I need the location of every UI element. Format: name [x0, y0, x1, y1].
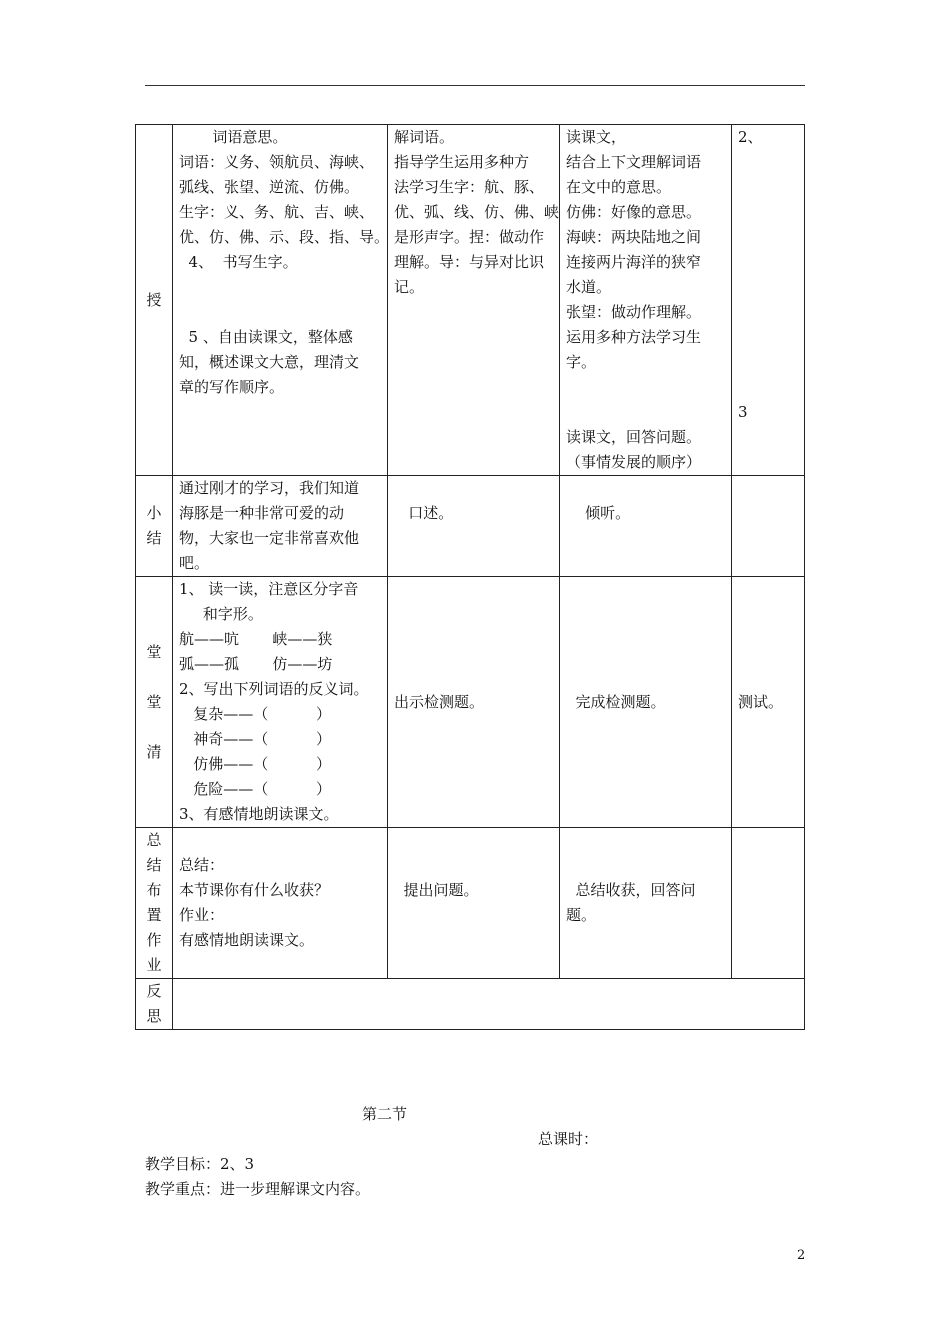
teacher-activity-cell — [388, 476, 560, 577]
text-line — [738, 250, 798, 275]
row-teach — [136, 125, 805, 476]
text-line: 章的写作顺序。 — [179, 378, 285, 396]
text-line: 连接两片海洋的狭窄 — [566, 253, 702, 271]
text-line: 知，概述课文大意，理清文 — [179, 353, 360, 371]
text-line — [179, 828, 381, 853]
row-label — [136, 125, 173, 476]
row-summary — [136, 476, 805, 577]
text-line: 2、 — [738, 128, 763, 146]
text-line: 优、弧、线、仿、佛、峡 — [394, 203, 560, 221]
teacher-activity-cell — [388, 828, 560, 979]
text-line: 法学习生字：航、豚、 — [394, 178, 545, 196]
lesson-plan-table — [135, 124, 805, 1030]
text-line: 理解。导：与异对比识 — [394, 253, 545, 271]
text-line — [566, 375, 725, 400]
text-line: 提出问题。 — [394, 881, 479, 899]
text-line — [566, 476, 725, 501]
label-char: 反 — [146, 982, 162, 1000]
teacher-content-cell — [173, 476, 388, 577]
text-line: 倾听。 — [566, 504, 631, 522]
text-line: 海峡：两块陆地之间 — [566, 228, 702, 246]
text-line: 总结收获，回答问 — [566, 881, 696, 899]
time-cell — [732, 476, 805, 577]
text-line: 生字：义、务、航、吉、峡、 — [179, 203, 375, 221]
text-line: 3、有感情地朗读课文。 — [179, 805, 339, 823]
text-line: 有感情地朗读课文。 — [179, 931, 315, 949]
text-line — [738, 275, 798, 300]
teacher-content-cell — [173, 577, 388, 828]
text-line: 运用多种方法学习生 — [566, 328, 702, 346]
text-line: 词语意思。 — [179, 128, 288, 146]
text-line: 和字形。 — [179, 605, 263, 623]
text-line — [738, 350, 798, 375]
text-line — [394, 476, 553, 501]
text-line — [738, 300, 798, 325]
text-line: 结合上下文理解词语 — [566, 153, 702, 171]
label-char: 结 — [146, 529, 162, 547]
text-line — [566, 853, 725, 878]
text-line: 5 、自由读课文，整体感 — [179, 328, 353, 346]
section-title: 第二节 — [362, 1105, 408, 1123]
label-char: 布 — [146, 881, 162, 899]
text-line — [738, 476, 798, 501]
text-line: 弧——孤 仿——坊 — [179, 655, 333, 673]
text-line: 指导学生运用多种方 — [394, 153, 530, 171]
text-line: 4、 书写生字。 — [179, 253, 298, 271]
label-char: 小 — [146, 504, 162, 522]
text-line: 物，大家也一定非常喜欢他 — [179, 529, 360, 547]
label-char: 堂 — [146, 692, 162, 711]
row-label — [136, 828, 173, 979]
text-line: 题。 — [566, 906, 597, 924]
text-line: 读课文， — [566, 128, 627, 146]
text-line: 记。 — [394, 278, 425, 296]
text-line: 张望：做动作理解。 — [566, 303, 702, 321]
label-char: 思 — [146, 1007, 162, 1025]
row-label — [136, 476, 173, 577]
label-char: 作 — [146, 931, 162, 949]
text-line: 海豚是一种非常可爱的动 — [179, 504, 345, 522]
total-hours: 总课时： — [538, 1130, 599, 1148]
header-rule — [145, 85, 805, 86]
row-label — [136, 979, 173, 1030]
text-line: 字。 — [566, 353, 597, 371]
text-line — [738, 828, 798, 853]
row-class-quiz — [136, 577, 805, 828]
text-line: 2、写出下列词语的反义词。 — [179, 680, 369, 698]
text-line: 词语：义务、领航员、海峡、 — [179, 153, 375, 171]
label-char: 授 — [146, 290, 162, 309]
text-line: 神奇——（ ） — [179, 730, 331, 748]
text-line: 读课文，回答问题。 — [566, 428, 702, 446]
text-line — [738, 325, 798, 350]
teacher-content-cell — [173, 125, 388, 476]
text-line — [394, 853, 553, 878]
text-line: 口述。 — [394, 504, 454, 522]
teacher-content-cell — [173, 828, 388, 979]
label-char: 清 — [146, 742, 162, 761]
teaching-key-point: 教学重点：进一步理解课文内容。 — [145, 1180, 371, 1198]
text-line: 复杂——（ ） — [179, 705, 331, 723]
text-line: 是形声字。捏：做动作 — [394, 228, 545, 246]
student-activity-cell — [560, 125, 732, 476]
text-line — [738, 200, 798, 225]
text-line: 本节课你有什么收获？ — [179, 881, 330, 899]
text-line: 1、 读一读，注意区分字音 — [179, 580, 359, 598]
text-line: 危险——（ ） — [179, 780, 331, 798]
text-line: 优、仿、佛、示、段、指、导。 — [179, 228, 390, 246]
text-line — [738, 225, 798, 250]
text-line — [566, 828, 725, 853]
time-cell — [732, 125, 805, 476]
teacher-activity-cell — [388, 125, 560, 476]
text-line: 3 — [738, 403, 748, 421]
teaching-objective: 教学目标：2、3 — [145, 1155, 255, 1173]
text-line: 仿佛——（ ） — [179, 755, 331, 773]
row-label — [136, 577, 173, 828]
label-char: 堂 — [146, 642, 162, 661]
student-activity-cell — [560, 476, 732, 577]
text-line — [179, 275, 381, 300]
teacher-activity-cell — [388, 577, 560, 828]
reflection-cell — [173, 979, 805, 1030]
row-homework — [136, 828, 805, 979]
page-number: 2 — [797, 1248, 806, 1263]
text-line: 通过刚才的学习，我们知道 — [179, 479, 360, 497]
text-line: 水道。 — [566, 278, 612, 296]
label-char: 置 — [146, 906, 162, 924]
text-line — [738, 175, 798, 200]
text-line: 作业： — [179, 906, 225, 924]
label-char: 结 — [146, 856, 162, 874]
text-line: 解词语。 — [394, 128, 455, 146]
text-line: 弧线、张望、逆流、仿佛。 — [179, 178, 360, 196]
text-line — [179, 300, 381, 325]
row-reflection — [136, 979, 805, 1030]
text-line: 航——吭 峡——狭 — [179, 630, 333, 648]
text-line — [738, 150, 798, 175]
text-line: 在文中的意思。 — [566, 178, 672, 196]
text-line — [566, 400, 725, 425]
text-line — [394, 828, 553, 853]
time-cell — [732, 828, 805, 979]
text-line: 吧。 — [179, 554, 210, 572]
cell-text: 测试。 — [738, 692, 784, 711]
text-line — [738, 375, 798, 400]
label-char: 总 — [146, 831, 162, 849]
student-activity-cell — [560, 577, 732, 828]
cell-text: 出示检测题。 — [394, 692, 485, 711]
text-line: （事情发展的顺序） — [566, 453, 702, 471]
cell-text: 完成检测题。 — [566, 692, 666, 711]
student-activity-cell — [560, 828, 732, 979]
label-char: 业 — [146, 956, 162, 974]
text-line: 总结： — [179, 856, 225, 874]
time-cell — [732, 577, 805, 828]
text-line: 仿佛：好像的意思。 — [566, 203, 702, 221]
